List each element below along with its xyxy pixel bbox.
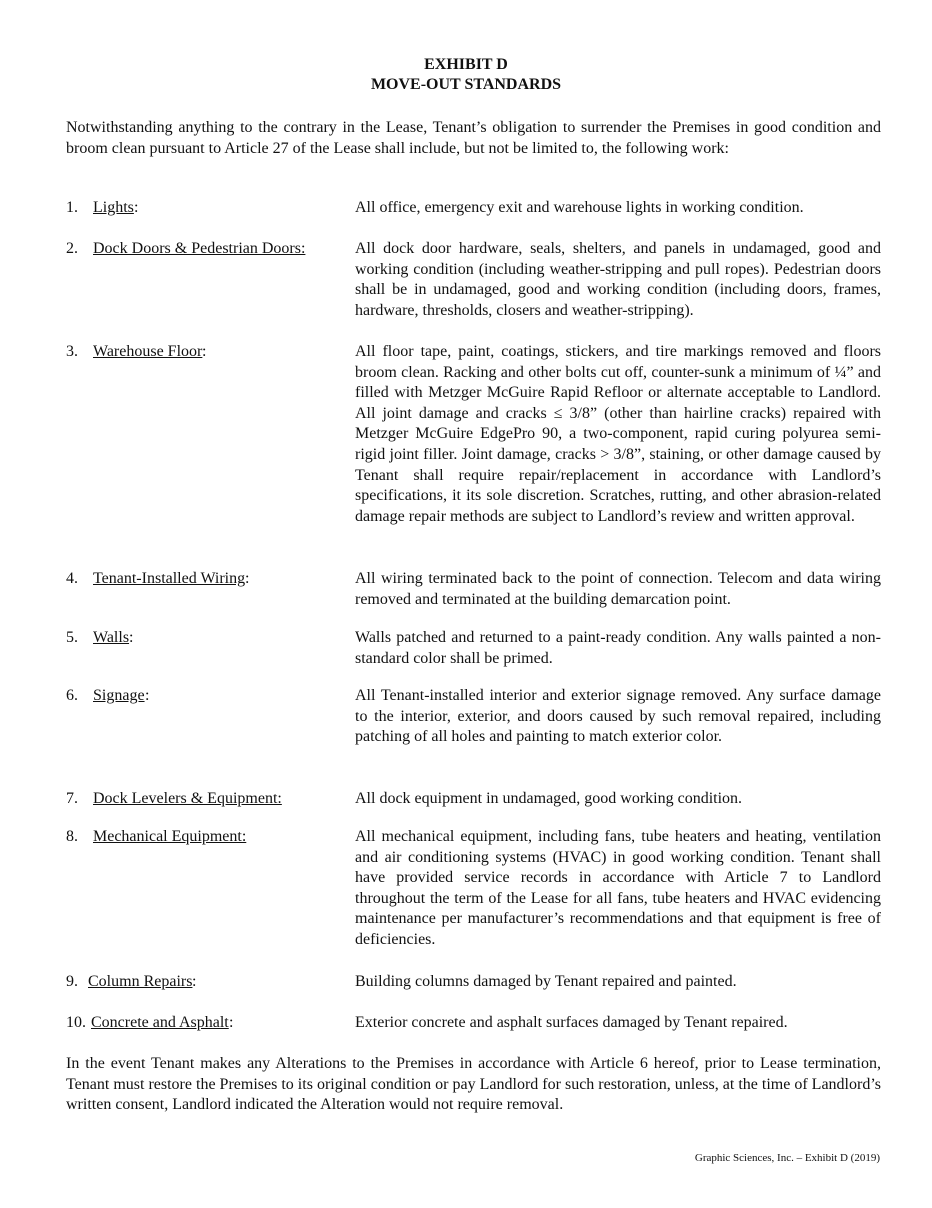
item-colon: : [229, 1014, 234, 1031]
item-description: Building columns damaged by Tenant repaired and painted. [355, 973, 737, 990]
item-colon: : [134, 199, 139, 216]
item-number: 7. [66, 790, 78, 807]
item-description: All dock equipment in undamaged, good working condition. [355, 790, 743, 807]
page-footer: Graphic Sciences, Inc. – Exhibit D (2019) [694, 1152, 880, 1164]
closing-paragraph: In the event Tenant makes any Alterations to the Premises in accordance with Article 6 hereof, prior to Lease termination, Tenant must restore the Premises to its original condition or pay Landlord for such restoration, unless, at the time of Landlord’s written consent, Landlord indicated the Alteration would not require removal. [66, 1055, 881, 1113]
item-number: 5. [66, 629, 78, 646]
item-label: Dock Doors & Pedestrian Doors: [93, 240, 306, 257]
item-label: Walls [93, 629, 130, 646]
item-colon: : [192, 973, 197, 990]
item-description: Walls patched and returned to a paint-ready condition. Any walls painted a non-standard color shall be primed. [355, 629, 881, 667]
item-label: Lights [93, 199, 134, 216]
item-label: Column Repairs [88, 973, 193, 990]
item-colon: : [245, 570, 250, 587]
item-colon: : [202, 343, 207, 360]
item-number: 2. [66, 240, 78, 257]
item-number: 8. [66, 828, 78, 845]
item-description: All dock door hardware, seals, shelters, and panels in undamaged, good and working condition (including weather-stripping and pull ropes). Pedestrian doors shall be in undamaged, good and working condition (including doors, frames, hardware, thresholds, closers and weather-stripping). [355, 240, 881, 319]
item-description: All floor tape, paint, coatings, stickers, and tire markings removed and floors broom clean. Racking and other bolts cut off, counter-sunk a minimum of ¼” and filled with Metzger McGuire Rapid Refloor or alternate acceptable to Landlord. All joint damage and cracks ≤ 3/8” (other than hairline cracks) repaired with Metzger McGuire EdgePro 90, a two-component, rapid curing polyurea semi-rigid joint filler. Joint damage, cracks > 3/8”, staining, or other damage caused by Tenant shall require repair/replacement in accordance with Landlord’s specifications, it its sole discretion. Scratches, rutting, and other abrasion-related damage repair methods are subject to Landlord’s review and written approval. [355, 343, 881, 525]
item-number: 4. [66, 570, 78, 587]
item-number: 3. [66, 343, 78, 360]
item-description: All office, emergency exit and warehouse lights in working condition. [355, 199, 804, 216]
item-number: 1. [66, 199, 78, 216]
item-label: Tenant-Installed Wiring [93, 570, 246, 587]
item-label: Mechanical Equipment: [93, 828, 247, 845]
item-number: 9. [66, 973, 78, 990]
exhibit-subtitle: MOVE-OUT STANDARDS [370, 76, 562, 93]
item-colon: : [145, 687, 150, 704]
item-description: All wiring terminated back to the point of connection. Telecom and data wiring removed and terminated at the building demarcation point. [355, 570, 881, 608]
item-label: Dock Levelers & Equipment: [93, 790, 282, 807]
item-label: Concrete and Asphalt [91, 1014, 229, 1031]
item-label: Warehouse Floor [93, 343, 203, 360]
exhibit-title: EXHIBIT D [424, 56, 508, 73]
intro-paragraph: Notwithstanding anything to the contrary in the Lease, Tenant’s obligation to surrender the Premises in good condition and broom clean pursuant to Article 27 of the Lease shall include, but not be limited to, the following work: [66, 119, 881, 157]
item-description: Exterior concrete and asphalt surfaces damaged by Tenant repaired. [355, 1014, 788, 1031]
item-description: All Tenant-installed interior and exterior signage removed. Any surface damage to the interior, exterior, and doors caused by such removal repaired, including patching of all holes and painting to match exterior color. [355, 687, 881, 746]
item-label: Signage [93, 687, 145, 704]
item-colon: : [129, 629, 134, 646]
item-number: 6. [66, 687, 78, 704]
item-description: All mechanical equipment, including fans, tube heaters and heating, ventilation and air conditioning systems (HVAC) in good working condition. Tenant shall have provided service records in accordance with Article 7 to Landlord throughout the term of the Lease for all fans, tube heaters and HVAC evidencing maintenance per manufacturer’s recommendations and that equipment is free of deficiencies. [355, 828, 881, 948]
item-number: 10. [66, 1014, 86, 1031]
